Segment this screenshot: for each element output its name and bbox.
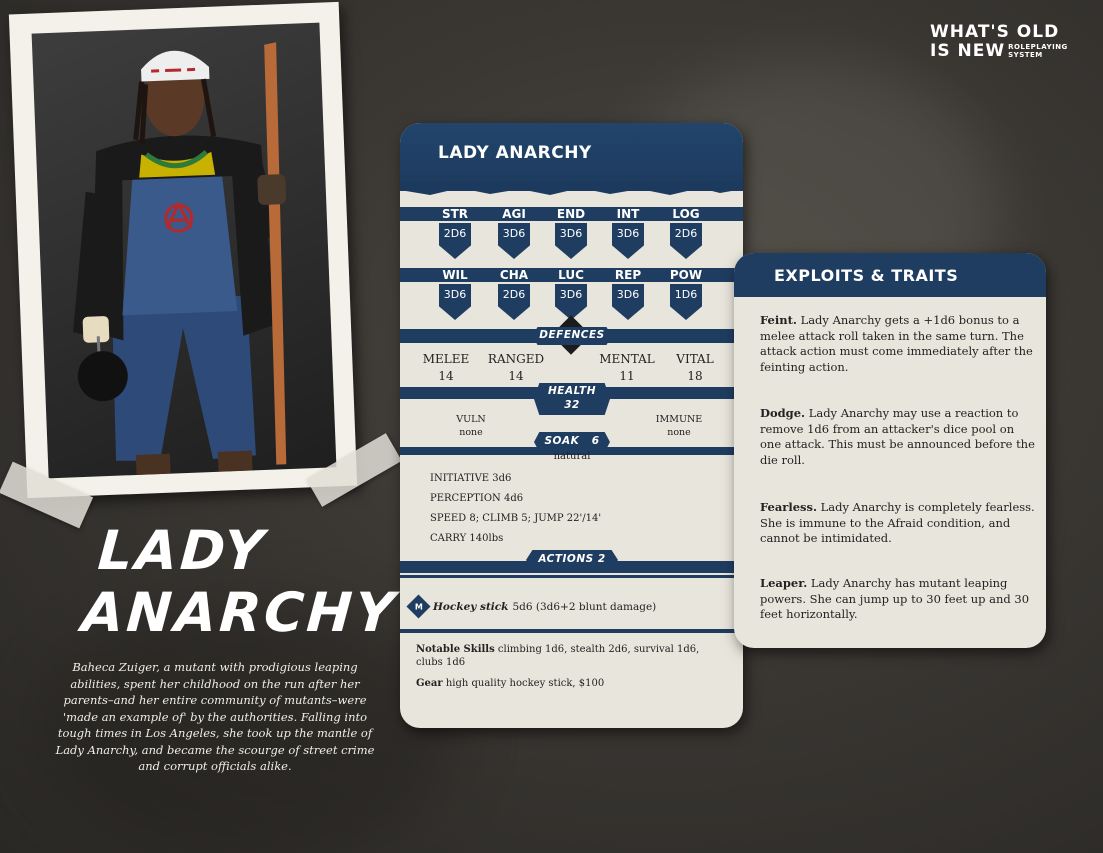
immune-label: IMMUNE [655, 414, 703, 425]
trait-text: Lady Anarchy has mutant leaping powers. She can jump up to 30 feet up and 30 feet horizontally. [760, 576, 1030, 621]
carry-value: 140lbs [469, 533, 504, 544]
trait-name: Fearless. [760, 500, 818, 514]
vuln [438, 413, 504, 439]
attribute-value: 3D6 [616, 227, 640, 240]
hero-name-line-2: ANARCHY [79, 581, 400, 644]
attribute-label: AGI [502, 207, 526, 221]
initiative-line [430, 469, 601, 489]
trait-leaper [760, 576, 1036, 623]
trait-name: Leaper. [760, 576, 808, 590]
health-label: HEALTH [548, 385, 596, 397]
defence-vital [668, 352, 722, 383]
action-detail: 5d6 (3d6+2 blunt damage) [512, 600, 657, 613]
initiative-label: INITIATIVE [430, 473, 490, 484]
publisher-logo [930, 24, 1068, 60]
defence-value: 11 [619, 369, 635, 383]
attribute-label: END [556, 207, 586, 221]
attribute-value: 1D6 [674, 288, 698, 301]
perception-line [430, 489, 601, 509]
speed-line: SPEED 8; CLIMB 5; JUMP 22'/14' [430, 513, 602, 524]
logo-sub-1: ROLEPLAYING [1008, 43, 1068, 51]
attribute-value: 3D6 [443, 288, 467, 301]
vuln-value: none [459, 427, 483, 438]
trait-dodge [760, 406, 1036, 468]
attribute-label: POW [669, 268, 703, 282]
defence-label: VITAL [676, 352, 714, 366]
trait-text: Lady Anarchy gets a +1d6 bonus to a melee attack roll taken in the same turn. The attack action must come immediately after the feinting action. [760, 313, 1033, 374]
hero-name-line-1: LADY [96, 519, 269, 582]
action-name: Hockey stick [433, 600, 509, 613]
hero-name [80, 520, 404, 644]
action-hockey-stick[interactable] [410, 598, 656, 615]
initiative-value: 3d6 [492, 473, 512, 484]
trait-text: Lady Anarchy is completely fearless. She is immune to the Afraid condition, and cannot be intimidated. [760, 500, 1035, 545]
carry-label: CARRY [430, 533, 467, 544]
melee-icon [406, 594, 430, 618]
attribute-value: 3D6 [502, 227, 526, 240]
derived-stats [430, 469, 601, 549]
perception-label: PERCEPTION [430, 493, 501, 504]
defence-label: MENTAL [599, 352, 655, 366]
defence-value: 18 [687, 369, 703, 383]
skills-value: climbing 1d6, stealth 2d6, survival 1d6, clubs 1d6 [416, 644, 700, 668]
character-portrait [32, 23, 337, 479]
soak-value: 6 [591, 435, 600, 447]
skills-label: Notable Skills [416, 644, 495, 655]
defence-melee [418, 352, 474, 383]
attribute-value: 3D6 [559, 288, 583, 301]
defence-label: RANGED [487, 352, 545, 366]
actions-band-lower [400, 575, 743, 578]
defences-label: DEFENCES [539, 329, 605, 341]
defence-mental [596, 352, 658, 383]
soak-label [534, 435, 610, 447]
defence-value: 14 [508, 369, 524, 383]
attribute-value: 2D6 [674, 227, 698, 240]
attribute-value: 3D6 [616, 288, 640, 301]
actions-label: ACTIONS 2 [538, 553, 606, 565]
trait-name: Feint. [760, 313, 797, 327]
character-portrait-frame [9, 2, 357, 498]
trait-text: Lady Anarchy may use a reaction to remove 1d6 from an attacker's dice pool on one attack. This must be announced before the die roll. [760, 406, 1035, 467]
logo-line-1: WHAT'S OLD [930, 22, 1060, 42]
attribute-value: 3D6 [559, 227, 583, 240]
attribute-label: WIL [442, 268, 468, 282]
trait-name: Dodge. [760, 406, 806, 420]
logo-line-2: IS NEW [930, 41, 1006, 61]
traits-card [734, 253, 1046, 648]
immune [644, 413, 714, 439]
gear [416, 677, 726, 690]
attribute-label: CHA [499, 268, 529, 282]
hero-backstory: Baheca Zuiger, a mutant with prodigious leaping abilities, spent her childhood on the run after her parents–and her entire community of mutants–were 'made an example of' by the authorities. Falling into tough times in Los Angeles, she took up the mantle of Lady Anarchy, and became the scourge of street crime and corrupt officials alike. [55, 660, 375, 773]
trait-feint [760, 313, 1036, 375]
defence-value: 14 [438, 369, 454, 383]
perception-value: 4d6 [504, 493, 524, 504]
defence-label: MELEE [422, 352, 470, 366]
attribute-label: LUC [558, 268, 584, 282]
attribute-value: 2D6 [443, 227, 467, 240]
attribute-label: INT [616, 207, 640, 221]
attribute-label: LOG [672, 207, 700, 221]
defence-ranged [484, 352, 548, 383]
attribute-label: STR [441, 207, 469, 221]
gear-label: Gear [416, 678, 443, 689]
notable-skills [416, 643, 726, 669]
carry-line [430, 529, 601, 549]
health-value: 32 [564, 399, 580, 411]
character-illustration [32, 23, 337, 479]
skills-band [400, 629, 743, 633]
soak-note: natural [553, 451, 591, 462]
traits-card-title: EXPLOITS & TRAITS [774, 266, 959, 285]
stat-card [400, 123, 743, 728]
immune-value: none [667, 427, 691, 438]
vuln-label: VULN [456, 414, 486, 425]
torn-edge [400, 183, 743, 197]
attribute-value: 2D6 [502, 288, 526, 301]
gear-value: high quality hockey stick, $100 [445, 678, 605, 689]
melee-icon-letter: M [414, 602, 423, 611]
soak-label-text: SOAK [544, 435, 580, 447]
logo-sub-2: SYSTEM [1008, 51, 1043, 59]
stat-card-title: LADY ANARCHY [438, 143, 592, 163]
attribute-label: REP [614, 268, 642, 282]
trait-fearless [760, 500, 1036, 547]
